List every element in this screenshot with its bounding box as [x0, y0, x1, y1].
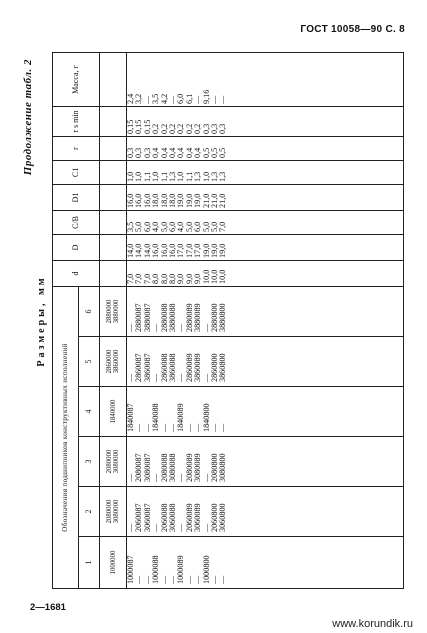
col-header-rsmin: r s min [53, 106, 100, 136]
data-column-5: — 2860087 3860087 — 2860088 3860088 — 2860089 3860089 — 2860800 3860800 [127, 337, 404, 387]
example-cell [100, 210, 127, 234]
group-header: Обозначения подшипников конструктивных исполнений [53, 286, 79, 588]
rotated-table-block [22, 53, 400, 589]
col-header-5: 5 [79, 337, 100, 387]
document-header: ГОСТ 10058—90 С. 8 [300, 24, 405, 35]
col-header-D: D [53, 234, 100, 260]
col-header-mass: Масса, г [53, 52, 100, 106]
example-cell: 2080000 3080000 [100, 487, 127, 537]
example-cell: 1000000 [100, 537, 127, 589]
example-cell: 2080000 3080000 [100, 437, 127, 487]
page-number: 2—1681 [30, 602, 66, 613]
example-cell [100, 234, 127, 260]
data-column-D1: 16,0 16,0 16,0 18,0 18,0 18,0 19,0 19,0 19,0 21,0 21,0 21,0 [127, 184, 404, 210]
data-column-d: 7,0 7,0 7,0 8,0 8,0 8,0 9,0 9,0 9,0 10,0 10,0 10,0 [127, 260, 404, 286]
watermark: www.korundik.ru [332, 618, 413, 630]
example-cell [100, 160, 127, 184]
table-caption: Размеры, мм [36, 275, 47, 367]
col-header-6: 6 [79, 286, 100, 336]
col-header-C-B: C/B [53, 210, 100, 234]
col-header-r: r [53, 136, 100, 160]
example-cell [100, 136, 127, 160]
data-column-6: — 2880087 3880087 — 2880088 3880088 — 2880089 3880089 — 2880800 3880800 [127, 286, 404, 336]
data-column-2: — 2060087 3060087 — 2060088 3060088 — 2060089 3060089 — 2060800 3060800 [127, 487, 404, 537]
data-row [127, 52, 404, 588]
col-header-d: d [53, 260, 100, 286]
example-row [100, 52, 127, 588]
example-cell [100, 52, 127, 106]
col-header-3: 3 [79, 437, 100, 487]
data-column-4: 1840087 — — 1840088 — — 1840089 — — 1840800 — — [127, 387, 404, 437]
col-header-D1: D1 [53, 184, 100, 210]
example-cell: 1840000 [100, 387, 127, 437]
data-column-1: 1000087 — — 1000088 — — 1000089 — — 1000800 — — [127, 537, 404, 589]
data-column-C1: 1,0 1,0 1,1 1,0 1,1 1,3 1,0 1,1 1,3 1,0 1,3 1,3 [127, 160, 404, 184]
example-cell: 2880000 3880000 [100, 286, 127, 336]
data-column-mass: 2,4 3,2 — 3,5 4,2 — 6,0 6,1 — 9,16 — — [127, 52, 404, 106]
example-cell [100, 184, 127, 210]
bearing-dimensions-table [52, 52, 404, 589]
data-column-C-B: 3,5 5,0 6,0 4,0 5,0 6,0 4,0 5,0 6,0 5,0 5,0 7,0 [127, 210, 404, 234]
example-cell: 2860000 3860000 [100, 337, 127, 387]
data-column-r: 0,3 0,3 0,3 0,4 0,4 0,4 0,4 0,4 0,4 0,5 0,5 0,5 [127, 136, 404, 160]
col-header-2: 2 [79, 487, 100, 537]
continuation-label: Продолжение табл. 2 [22, 59, 34, 176]
example-cell [100, 106, 127, 136]
data-column-rsmin: 0,15 0,15 0,15 0,2 0,2 0,2 0,2 0,2 0,2 0,3 0,3 0,3 [127, 106, 404, 136]
col-header-4: 4 [79, 387, 100, 437]
col-header-1: 1 [79, 537, 100, 589]
data-column-D: 14,0 14,0 14,0 16,0 16,0 16,0 17,0 17,0 17,0 19,0 19,0 19,0 [127, 234, 404, 260]
example-cell [100, 260, 127, 286]
data-column-3: — 2080087 3080087 — 2080088 3080088 — 2080089 3080089 — 2080800 3080800 [127, 437, 404, 487]
col-header-C1: C1 [53, 160, 100, 184]
